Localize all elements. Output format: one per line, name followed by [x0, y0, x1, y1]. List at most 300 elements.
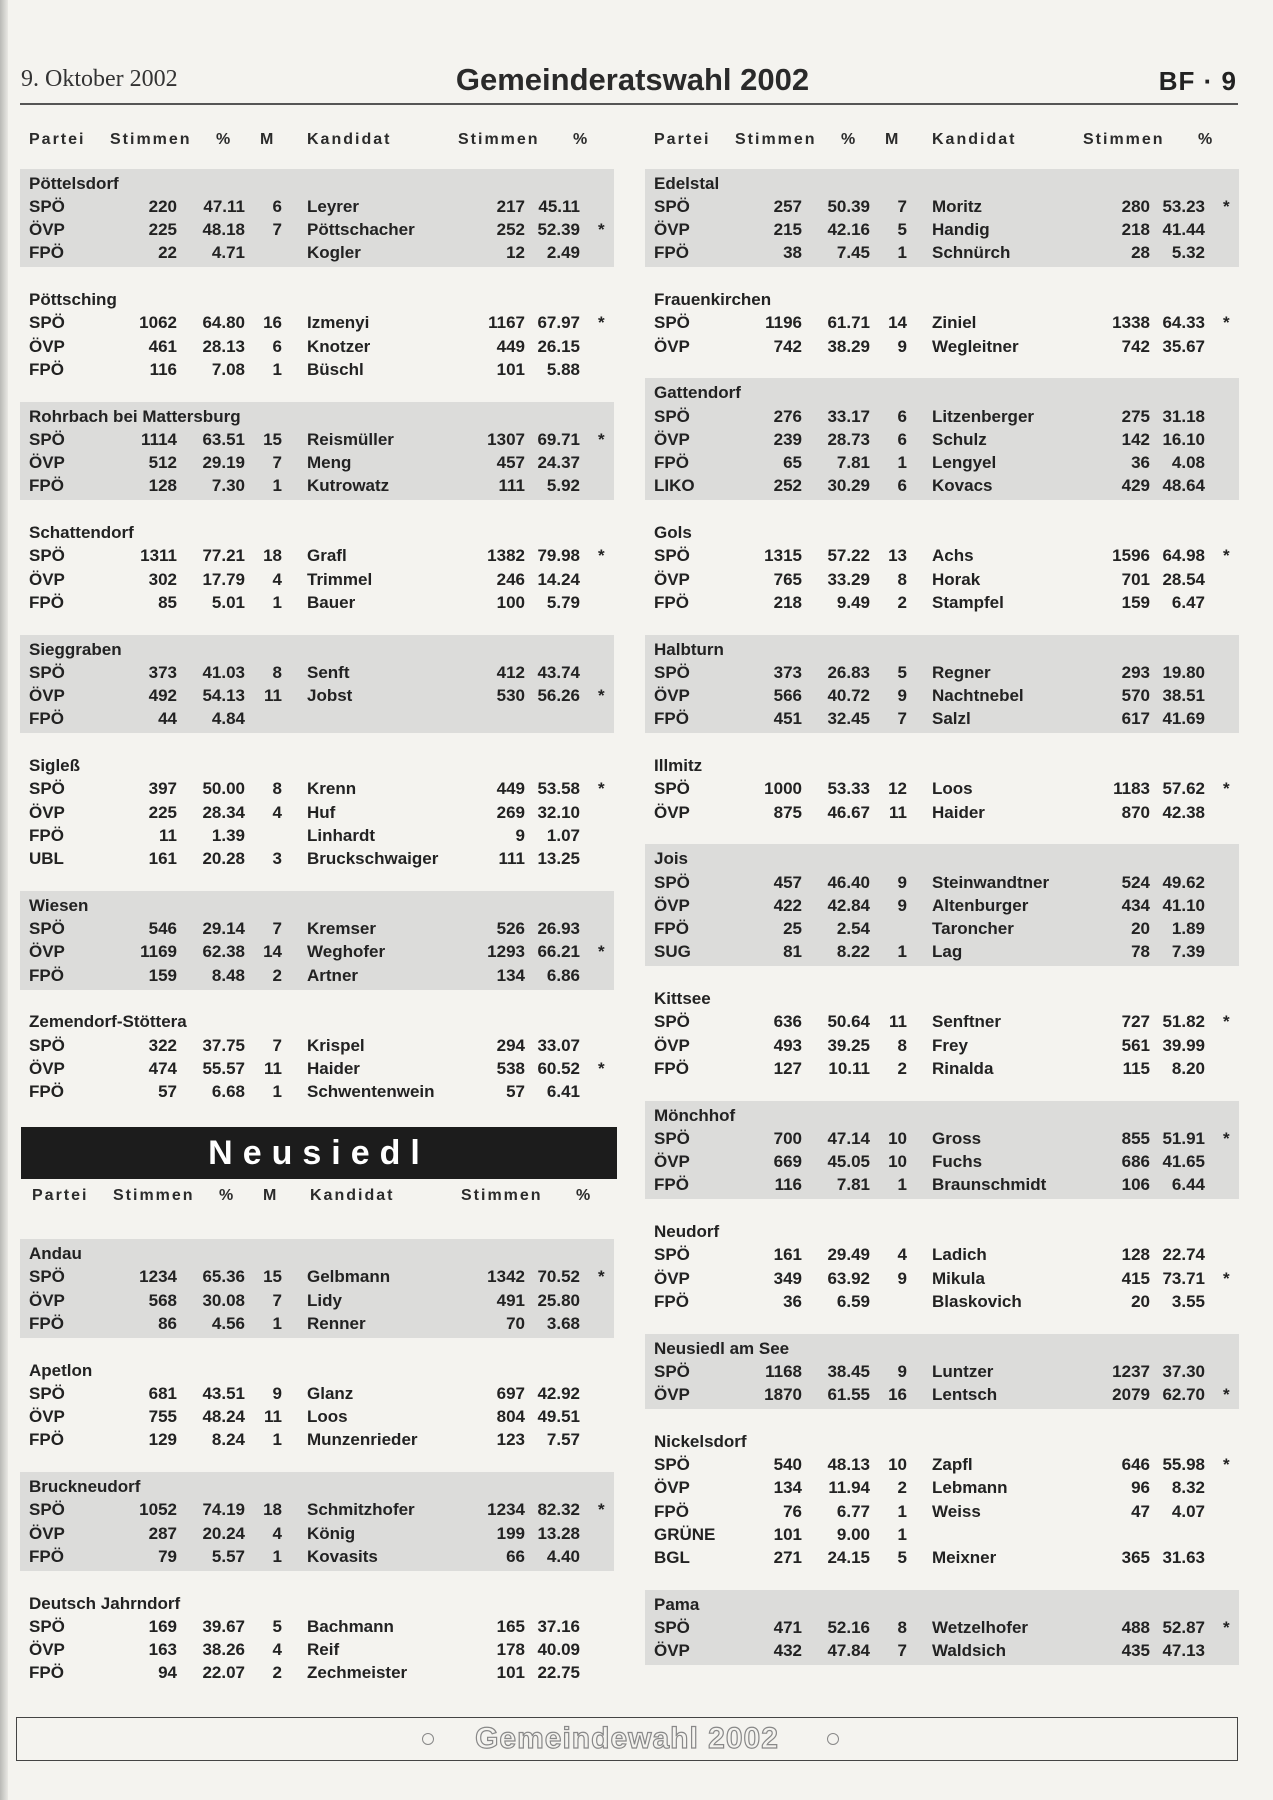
party: SPÖ [654, 872, 690, 892]
candidate-percent: 42.92 [537, 1383, 580, 1403]
party-percent: 63.51 [202, 429, 245, 449]
party: ÖVP [29, 569, 65, 589]
party-votes: 373 [773, 662, 802, 682]
candidate-votes: 1307 [487, 429, 525, 449]
party-votes: 128 [148, 476, 177, 496]
party-percent: 32.45 [827, 709, 870, 729]
candidate-percent: 52.39 [537, 220, 580, 240]
column-header-kandidat: Kandidat [310, 1187, 395, 1204]
candidate-percent: 19.80 [1162, 662, 1205, 682]
party-votes: 252 [773, 476, 802, 496]
candidate-votes: 1293 [487, 942, 525, 962]
mandates: 7 [272, 1290, 282, 1310]
party-percent: 6.77 [836, 1501, 870, 1521]
candidate: Haider [307, 1058, 360, 1078]
party-votes: 681 [148, 1383, 177, 1403]
candidate: Senftner [932, 1012, 1001, 1032]
party: LIKO [654, 476, 695, 496]
party: SPÖ [654, 546, 690, 566]
candidate-votes: 538 [496, 1058, 525, 1078]
party: FPÖ [29, 359, 64, 379]
municipality-name: Zemendorf-Stöttera [29, 1012, 187, 1032]
candidate: Lebmann [932, 1478, 1008, 1498]
mandates: 10 [888, 1152, 907, 1172]
party: ÖVP [654, 569, 690, 589]
candidate-percent: 28.54 [1162, 569, 1205, 589]
candidate-votes: 47 [1131, 1501, 1150, 1521]
party: ÖVP [654, 686, 690, 706]
mandates: 16 [263, 313, 282, 333]
party: GRÜNE [654, 1524, 716, 1544]
candidate: Wegleitner [932, 336, 1019, 356]
municipality-name: Bruckneudorf [29, 1477, 141, 1496]
column-header-row [20, 131, 620, 151]
candidate-votes: 252 [496, 220, 525, 240]
mandates: 8 [272, 662, 282, 682]
candidate-percent [515, 709, 580, 729]
candidate: Altenburger [932, 895, 1029, 915]
party: ÖVP [29, 1523, 65, 1543]
party-percent: 22.07 [202, 1663, 245, 1683]
party: SPÖ [654, 1012, 690, 1032]
page-title: Gemeinderatswahl 2002 [455, 62, 810, 97]
party-percent: 63.92 [827, 1268, 870, 1288]
candidate-percent: 13.25 [537, 849, 580, 869]
column-header-pct: % [216, 131, 233, 148]
candidate: Schnürch [932, 243, 1011, 263]
mandates: 1 [272, 592, 282, 612]
candidate-percent: 4.08 [1171, 453, 1205, 473]
party-percent: 28.13 [202, 336, 245, 356]
candidate-votes: 457 [496, 453, 525, 473]
candidate: Senft [307, 662, 350, 682]
candidate: Lentsch [932, 1385, 998, 1405]
elected-mark: * [1223, 1618, 1230, 1638]
candidate-percent: 62.70 [1162, 1385, 1205, 1405]
candidate: Loos [932, 779, 973, 799]
party-votes: 1196 [765, 313, 802, 333]
party-percent: 9.00 [836, 1524, 870, 1544]
mandates: 13 [888, 546, 907, 566]
candidate: Leyrer [307, 196, 359, 216]
candidate-votes: 1382 [487, 546, 525, 566]
candidate-votes: 488 [1121, 1618, 1150, 1638]
elected-mark: * [1223, 779, 1230, 799]
party: FPÖ [29, 1546, 64, 1566]
candidate-votes: 9 [515, 825, 525, 845]
party: ÖVP [654, 336, 690, 356]
party-votes: 36 [783, 1291, 802, 1311]
mandates: 7 [272, 1035, 282, 1055]
party-votes: 755 [148, 1407, 177, 1427]
candidate-votes: 870 [1121, 802, 1150, 822]
municipality-name: Andau [29, 1244, 82, 1263]
candidate-percent: 47.13 [1162, 1641, 1205, 1661]
mandates: 9 [897, 336, 907, 356]
party-percent: 39.25 [827, 1035, 870, 1055]
candidate-votes: 159 [1121, 592, 1150, 612]
party-percent: 43.51 [202, 1383, 245, 1403]
elected-mark: * [598, 546, 605, 566]
party-percent: 26.83 [827, 662, 870, 682]
party: SPÖ [29, 1616, 65, 1636]
party-votes: 700 [773, 1128, 802, 1148]
party: SPÖ [29, 546, 65, 566]
candidate: Krispel [307, 1035, 365, 1055]
party-percent: 50.00 [202, 779, 245, 799]
mandates: 8 [897, 1035, 907, 1055]
party-votes: 161 [773, 1245, 802, 1265]
party-votes: 1169 [140, 942, 177, 962]
candidate: Bruckschwaiger [307, 849, 439, 869]
candidate-votes: 217 [496, 196, 525, 216]
candidate: Nachtnebel [932, 686, 1024, 706]
candidate-percent: 53.23 [1162, 196, 1205, 216]
header-rule [20, 103, 1238, 105]
footer-label: Gemeindewahl 2002 [475, 1722, 779, 1755]
candidate-votes: 123 [496, 1430, 525, 1450]
party: SPÖ [29, 196, 65, 216]
party-votes: 1168 [765, 1361, 802, 1381]
mandates: 7 [272, 919, 282, 939]
candidate: Weiss [932, 1501, 981, 1521]
party-votes: 44 [158, 709, 177, 729]
column-header-stimmen: Stimmen [110, 131, 192, 148]
party-percent: 64.80 [202, 313, 245, 333]
candidate-percent: 22.75 [537, 1663, 580, 1683]
party: ÖVP [29, 686, 65, 706]
mandates: 1 [897, 453, 907, 473]
candidate: Weghofer [307, 942, 386, 962]
candidate-percent: 60.52 [537, 1058, 580, 1078]
party-percent: 47.11 [203, 196, 245, 216]
party-votes: 239 [773, 429, 802, 449]
party-percent: 48.18 [202, 220, 245, 240]
mandates: 2 [897, 592, 907, 612]
party-votes: 276 [773, 406, 802, 426]
candidate-votes: 429 [1121, 476, 1150, 496]
candidate-percent: 45.11 [538, 196, 580, 216]
party-percent: 7.08 [211, 359, 245, 379]
party: FPÖ [654, 453, 689, 473]
candidate: Schulz [932, 429, 987, 449]
circle-ornament-icon [827, 1733, 839, 1745]
party: SUG [654, 942, 691, 962]
candidate: Fuchs [932, 1152, 983, 1172]
candidate-votes: 275 [1121, 406, 1150, 426]
candidate: Kremser [307, 919, 376, 939]
party-votes: 129 [148, 1430, 177, 1450]
candidate: Glanz [307, 1383, 354, 1403]
candidate: Frey [932, 1035, 968, 1055]
party: SPÖ [29, 1035, 65, 1055]
candidate-percent: 51.91 [1162, 1128, 1205, 1148]
party-percent: 17.79 [202, 569, 245, 589]
party: FPÖ [29, 1430, 64, 1450]
party-percent: 30.29 [827, 476, 870, 496]
candidate-percent: 41.65 [1162, 1152, 1205, 1172]
party-percent: 62.38 [202, 942, 245, 962]
municipality-name: Neudorf [654, 1222, 720, 1241]
scan-edge [0, 0, 8, 1800]
party: ÖVP [29, 1058, 65, 1078]
candidate: Pöttschacher [307, 220, 415, 240]
party: UBL [29, 849, 64, 869]
party-votes: 76 [783, 1501, 802, 1521]
municipality-name: Deutsch Jahrndorf [29, 1593, 181, 1613]
party-percent: 61.55 [827, 1385, 870, 1405]
municipality-name: Pöttelsdorf [29, 173, 119, 193]
party: ÖVP [29, 942, 65, 962]
party-percent: 57.22 [827, 546, 870, 566]
party-percent: 20.28 [202, 849, 245, 869]
candidate-votes: 435 [1121, 1641, 1150, 1661]
elected-mark: * [1223, 546, 1230, 566]
mandates: 9 [897, 1361, 907, 1381]
party: ÖVP [654, 895, 690, 915]
candidate: Büschl [307, 359, 364, 379]
party-percent: 9.49 [836, 592, 870, 612]
mandates: 11 [264, 686, 282, 706]
candidate: Litzenberger [932, 406, 1035, 426]
candidate-percent: 56.26 [537, 686, 580, 706]
page-number: BF · 9 [1158, 66, 1237, 96]
mandates: 1 [272, 1313, 282, 1333]
party-votes: 546 [148, 919, 177, 939]
column-header-partei: Partei [32, 1187, 89, 1204]
party-votes: 540 [773, 1455, 802, 1474]
party: FPÖ [29, 476, 64, 496]
party-votes: 159 [148, 965, 177, 985]
party: SPÖ [654, 406, 690, 426]
mandates: 12 [888, 779, 907, 799]
candidate-percent: 43.74 [537, 662, 580, 682]
candidate-votes: 561 [1121, 1035, 1150, 1055]
party-votes: 1234 [139, 1267, 177, 1287]
municipality-name: Schattendorf [29, 523, 134, 542]
candidate: Stampfel [932, 592, 1004, 612]
party-percent: 29.49 [827, 1245, 870, 1265]
mandates: 6 [272, 196, 282, 216]
party-percent: 50.64 [827, 1012, 870, 1032]
candidate: Gross [932, 1128, 982, 1148]
party: ÖVP [654, 1641, 690, 1661]
column-header-stimmen: Stimmen [113, 1187, 195, 1204]
candidate: Luntzer [932, 1361, 994, 1381]
party: SPÖ [29, 313, 65, 333]
candidate: Krenn [307, 779, 357, 799]
candidate-percent: 7.57 [546, 1430, 580, 1450]
municipality-name: Jois [654, 849, 689, 869]
candidate-votes: 617 [1121, 709, 1150, 729]
party: ÖVP [654, 1035, 690, 1055]
candidate-percent: 7.39 [1171, 942, 1205, 962]
candidate-votes: 365 [1121, 1548, 1150, 1568]
party-votes: 218 [773, 592, 802, 612]
party: ÖVP [654, 1478, 690, 1498]
candidate: Schmitzhofer [307, 1500, 415, 1520]
party-percent: 48.13 [827, 1455, 870, 1474]
column-header-m: M [260, 131, 276, 148]
party: ÖVP [654, 802, 690, 822]
candidate: Loos [307, 1407, 348, 1427]
party-percent: 33.29 [827, 569, 870, 589]
candidate-votes: 20 [1131, 1291, 1150, 1311]
candidate-percent: 64.33 [1162, 313, 1205, 333]
mandates: 1 [272, 1430, 282, 1450]
candidate-percent: 70.52 [537, 1267, 580, 1287]
party-votes: 875 [773, 802, 802, 822]
candidate-percent: 79.98 [537, 546, 580, 566]
party-votes: 461 [148, 336, 177, 356]
party: FPÖ [654, 709, 689, 729]
party-votes: 116 [774, 1175, 802, 1195]
elected-mark: * [598, 942, 605, 962]
mandates: 9 [897, 872, 907, 892]
party: FPÖ [654, 1175, 689, 1195]
mandates: 1 [272, 1082, 282, 1102]
municipality-name: Illmitz [654, 756, 703, 775]
candidate-percent: 41.69 [1162, 709, 1205, 729]
party-percent: 46.67 [827, 802, 870, 822]
column-header-stimmen2: Stimmen [1083, 131, 1165, 148]
party-votes: 1315 [764, 546, 802, 566]
mandates: 8 [897, 1618, 907, 1638]
party-votes: 422 [773, 895, 802, 915]
party: FPÖ [29, 1663, 64, 1683]
candidate: Huf [307, 802, 336, 822]
mandates: 18 [263, 546, 282, 566]
candidate-votes: 78 [1131, 942, 1150, 962]
mandates: 4 [272, 1523, 282, 1543]
mandates: 4 [272, 802, 282, 822]
candidate: Ladich [932, 1245, 987, 1265]
party-votes: 271 [773, 1548, 802, 1568]
mandates: 8 [272, 779, 282, 799]
candidate-percent: 73.71 [1162, 1268, 1205, 1288]
candidate: Braunschmidt [932, 1175, 1047, 1195]
party-percent: 20.24 [202, 1523, 245, 1543]
candidate-votes: 111 [498, 476, 525, 496]
municipality-name: Sigleß [29, 756, 81, 775]
mandates: 11 [889, 1012, 907, 1032]
column-header-pct: % [841, 131, 858, 148]
party-votes: 492 [148, 686, 177, 706]
municipality-name: Halbturn [654, 639, 724, 659]
party: FPÖ [29, 965, 64, 985]
mandates: 7 [272, 220, 282, 240]
party: FPÖ [29, 1082, 64, 1102]
candidate-votes: 70 [506, 1313, 525, 1333]
party-votes: 127 [773, 1058, 802, 1078]
mandates: 9 [897, 686, 907, 706]
mandates: 6 [897, 406, 907, 426]
candidate: Lag [932, 942, 963, 962]
elected-mark: * [1223, 196, 1230, 216]
party-percent: 38.29 [827, 336, 870, 356]
party-votes: 57 [158, 1082, 177, 1102]
party-votes: 11 [159, 825, 177, 845]
candidate-votes: 246 [496, 569, 525, 589]
mandates: 1 [272, 1546, 282, 1566]
candidate: Ziniel [932, 313, 977, 333]
column-header-row [645, 131, 1245, 151]
mandates [877, 1292, 907, 1312]
party-percent: 46.40 [827, 872, 870, 892]
mandates: 4 [897, 1245, 907, 1265]
elected-mark: * [598, 429, 605, 449]
mandates: 2 [897, 1058, 907, 1078]
candidate-votes: 1237 [1112, 1361, 1150, 1381]
mandates [252, 709, 282, 729]
column-header-m: M [885, 131, 901, 148]
mandates: 9 [897, 895, 907, 915]
municipality-name: Neusiedl am See [654, 1338, 790, 1358]
candidate-percent: 4.07 [1171, 1501, 1205, 1521]
mandates: 1 [897, 1175, 907, 1195]
candidate-percent: 6.47 [1171, 592, 1205, 612]
party: SPÖ [654, 1128, 690, 1148]
party-votes: 22 [158, 243, 177, 263]
footer-box [16, 1717, 1238, 1761]
candidate-percent: 41.44 [1162, 220, 1205, 240]
party-votes: 432 [773, 1641, 802, 1661]
elected-mark: * [598, 779, 605, 799]
candidate: Kovasits [307, 1546, 378, 1566]
candidate-votes: 526 [496, 919, 525, 939]
candidate-percent: 3.55 [1171, 1291, 1205, 1311]
party-percent: 40.72 [827, 686, 870, 706]
candidate-percent: 4.40 [546, 1546, 580, 1566]
candidate-votes: 804 [496, 1407, 525, 1427]
column-header-partei: Partei [29, 131, 86, 148]
candidate-votes: 646 [1121, 1455, 1150, 1474]
party-votes: 215 [773, 220, 802, 240]
candidate-percent: 25.80 [537, 1290, 580, 1310]
party-percent: 41.03 [202, 662, 245, 682]
party: SPÖ [29, 1267, 65, 1287]
party-votes: 474 [148, 1058, 177, 1078]
candidate-percent: 35.67 [1162, 336, 1205, 356]
party-percent: 6.59 [836, 1291, 870, 1311]
party-votes: 85 [158, 592, 177, 612]
candidate-percent: 5.92 [546, 476, 580, 496]
party: FPÖ [29, 1313, 64, 1333]
party: ÖVP [29, 802, 65, 822]
municipality-name: Gols [654, 523, 692, 542]
candidate-percent: 24.37 [537, 453, 580, 473]
candidate-votes: 115 [1122, 1058, 1150, 1078]
party-percent: 28.73 [827, 429, 870, 449]
elected-mark: * [598, 1500, 605, 1520]
candidate-percent: 67.97 [537, 313, 580, 333]
party-votes: 493 [773, 1035, 802, 1055]
mandates: 7 [897, 196, 907, 216]
candidate-votes: 570 [1121, 686, 1150, 706]
party: ÖVP [29, 220, 65, 240]
candidate-percent: 31.63 [1162, 1548, 1205, 1568]
mandates [252, 826, 282, 846]
mandates: 11 [264, 1058, 282, 1078]
candidate-votes: 218 [1121, 220, 1150, 240]
mandates: 1 [897, 243, 907, 263]
candidate-votes: 434 [1121, 895, 1150, 915]
candidate-votes: 2079 [1112, 1385, 1150, 1405]
candidate: Handig [932, 220, 990, 240]
party: ÖVP [654, 1385, 690, 1405]
candidate: Kutrowatz [307, 476, 390, 496]
candidate-percent: 16.10 [1162, 429, 1205, 449]
